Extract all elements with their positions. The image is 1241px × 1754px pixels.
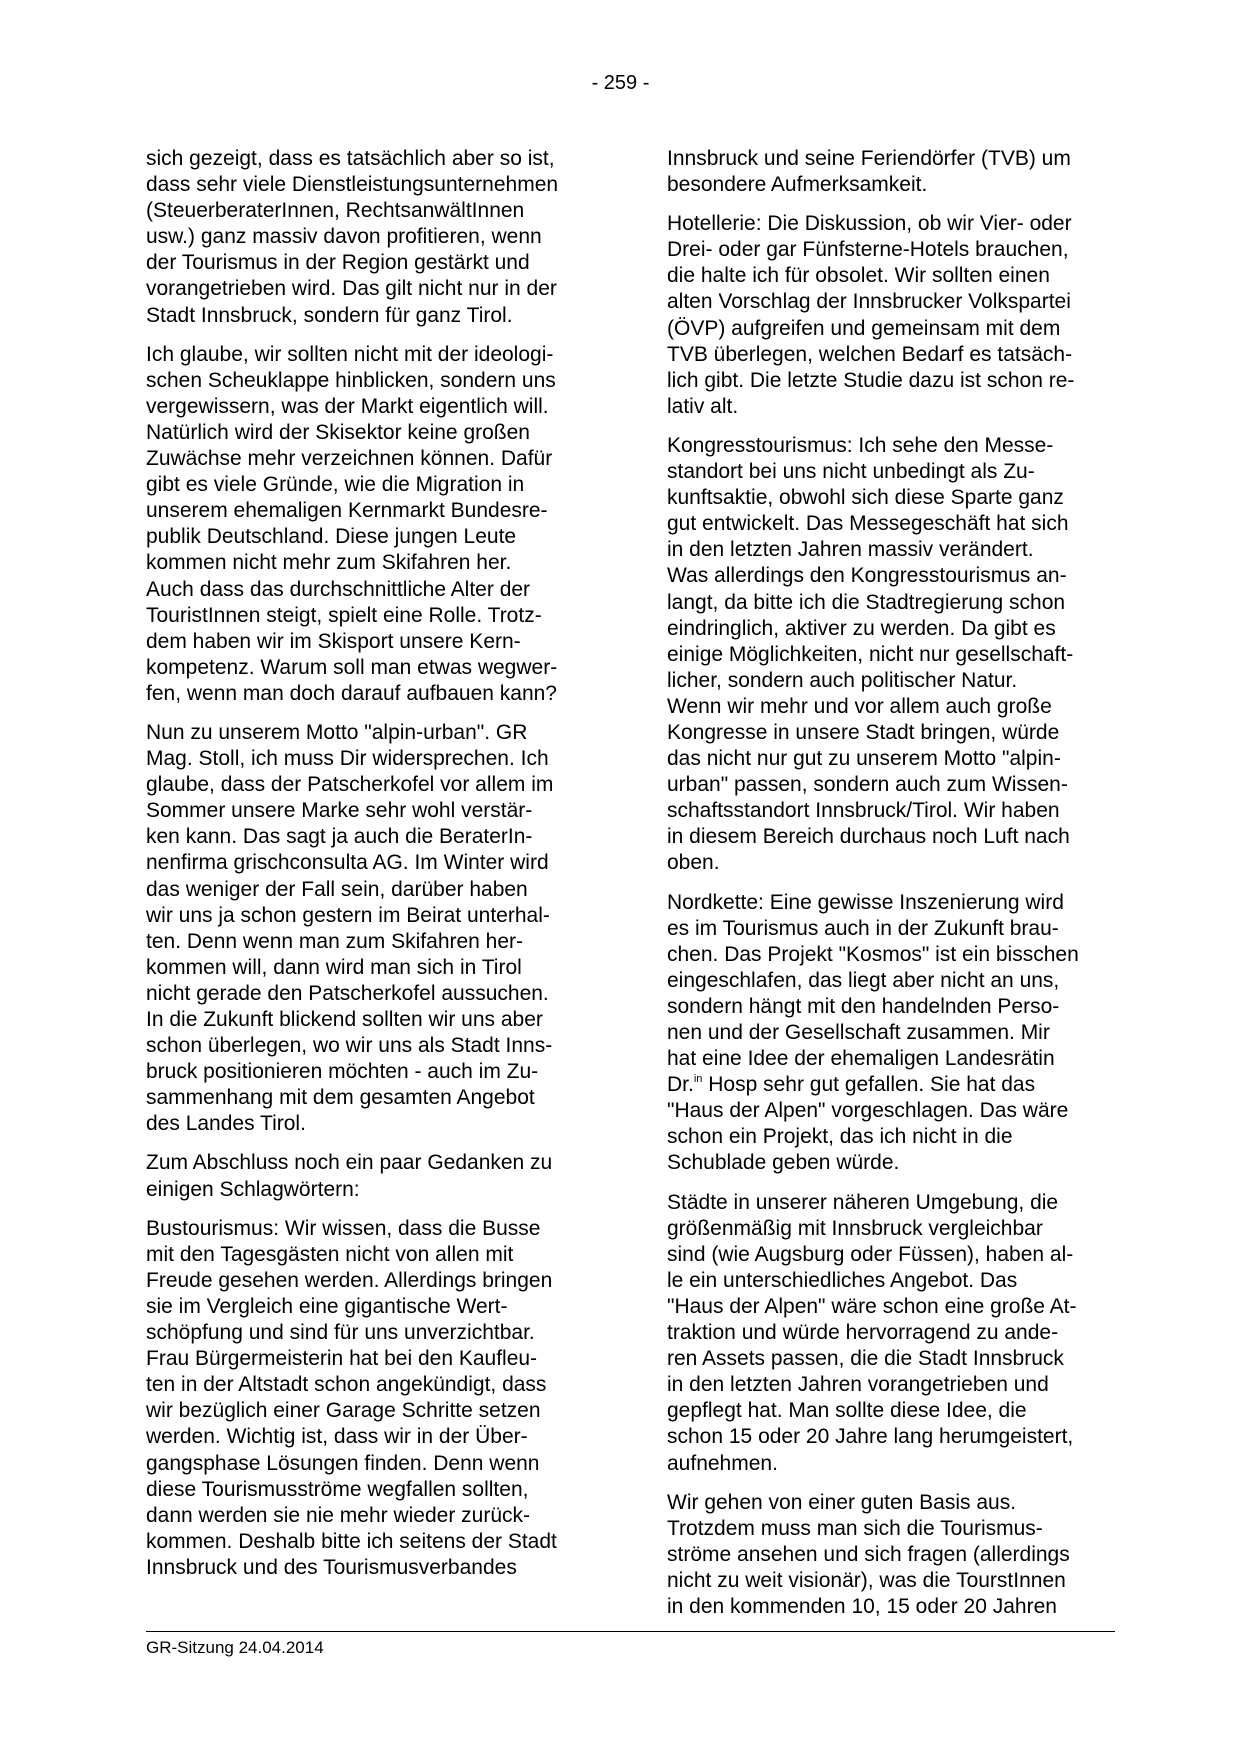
paragraph: Nun zu unserem Motto "alpin-urban". GR Mag. Stoll, ich muss Dir widersprechen. Ich glaube, dass der Patscherkofel vor allem im Sommer unsere Marke sehr wohl verstär- ken kann. Das sagt ja auch die BeraterIn- nenfirma grischconsulta AG. Im Winter wird das weniger der Fall sein, darüber haben wir uns ja schon gestern im Beirat unterhal- ten. Denn wenn man zum Skifahren her- kommen will, dann wird man sich in Tirol nicht gerade den Patscherkofel aussuchen. In die Zukunft blickend sollten wir uns aber schon überlegen, wo wir uns als Stadt Inns- bruck positionieren möchten - auch im Zu- sammenhang mit dem gesamten Angebot des Landes Tirol.	[146, 720, 554, 1136]
paragraph: Hotellerie: Die Diskussion, ob wir Vier- oder Drei- oder gar Fünfsterne-Hotels brauchen, die halte ich für obsolet. Wir sollten einen alten Vorschlag der Innsbrucker Volkspartei (ÖVP) aufgreifen und gemeinsam mit dem TVB überlegen, welchen Bedarf es tatsäch- lich gibt. Die letzte Studie dazu ist schon re- lativ alt.	[667, 212, 1075, 418]
right-column	[667, 146, 1115, 1633]
paragraph-text: Hosp sehr gut gefallen. Sie hat das "Haus der Alpen" vorgeschlagen. Das wäre schon ein Projekt, das ich nicht in die Schublade geben würde.	[667, 1073, 1069, 1175]
paragraph: Kongresstourismus: Ich sehe den Messe- standort bei uns nicht unbedingt als Zu- kunftsaktie, obwohl sich diese Sparte ganz gut entwickelt. Das Messegeschäft hat sich in den letzten Jahren massiv verändert. Was allerdings den Kongresstourismus an- langt, da bitte ich die Stadtregierung schon eindringlich, aktiver zu werden. Da gibt es einige Möglichkeiten, nicht nur gesellschaft- licher, sondern auch politischer Natur. Wenn wir mehr und vor allem auch große Kongresse in unsere Stadt bringen, würde das nicht nur gut zu unserem Motto "alpin- urban" passen, sondern auch zum Wissen- schaftsstandort Innsbruck/Tirol. Wir haben in diesem Bereich durchaus noch Luft nach oben.	[667, 433, 1074, 875]
paragraph: Zum Abschluss noch ein paar Gedanken zu einigen Schlagwörtern:	[146, 1151, 553, 1201]
paragraph: Innsbruck und seine Feriendörfer (TVB) um besondere Aufmerksamkeit.	[667, 147, 1071, 197]
paragraph: Ich glaube, wir sollten nicht mit der ideologi- schen Scheuklappe hinblicken, sondern uns vergewissern, was der Markt eigentlich will. Natürlich wird der Skisektor keine großen Zuwächse mehr verzeichnen können. Dafür gibt es viele Gründe, wie die Migration in unserem ehemaligen Kernmarkt Bundesre- publik Deutschland. Diese jungen Leute kommen nicht mehr zum Skifahren her. Auch dass das durchschnittliche Alter der TouristInnen steigt, spielt eine Rolle. Trotz- dem haben wir im Skisport unsere Kern- kompetenz. Warum soll man etwas wegwer- fen, wenn man doch darauf aufbauen kann?	[146, 342, 558, 705]
paragraph: Städte in unserer näheren Umgebung, die größenmäßig mit Innsbruck vergleichbar sind (wie Augsburg oder Füssen), haben al- le ein unterschiedliches Angebot. Das "Haus der Alpen" wäre schon eine große At- traktion und würde hervorragend zu ande- ren Assets passen, die die Stadt Innsbruck in den letzten Jahren vorangetrieben und gepflegt hat. Man sollte diese Idee, die schon 15 oder 20 Jahre lang herumgeistert, aufnehmen.	[667, 1190, 1077, 1475]
left-column	[146, 146, 594, 1594]
paragraph: Wir gehen von einer guten Basis aus. Trotzdem muss man sich die Tourismus- ströme ansehen und sich fragen (allerdings nicht zu weit visionär), was die TourstInnen in den kommenden 10, 15 oder 20 Jahren	[667, 1490, 1070, 1618]
paragraph-nordkette	[667, 890, 1115, 1177]
superscript: in	[693, 1073, 703, 1086]
paragraph: Bustourismus: Wir wissen, dass die Busse mit den Tagesgästen nicht von allen mit Freude gesehen werden. Allerdings bringen sie im Vergleich eine gigantische Wert- schöpfung und sind für uns unverzichtbar. Frau Bürgermeisterin hat bei den Kaufleu- ten in der Altstadt schon angekündigt, dass wir bezüglich einer Garage Schritte setzen werden. Wichtig ist, dass wir in der Über- gangsphase Lösungen finden. Denn wenn diese Tourismusströme wegfallen sollten, dann werden sie nie mehr wieder zurück- kommen. Deshalb bitte ich seitens der Stadt Innsbruck und des Tourismusverbandes	[146, 1216, 557, 1579]
page-number: - 259 -	[591, 72, 650, 94]
footer-divider	[146, 1631, 1115, 1632]
footer-session-date: GR-Sitzung 24.04.2014	[146, 1638, 324, 1657]
paragraph: sich gezeigt, dass es tatsächlich aber so ist, dass sehr viele Dienstleistungsunternehmen (SteuerberaterInnen, RechtsanwältInnen usw.) ganz massiv davon profitieren, wenn der Tourismus in der Region gestärkt und vorangetrieben wird. Das gilt nicht nur in der Stadt Innsbruck, sondern für ganz Tirol.	[146, 147, 559, 327]
paragraph-text: Nordkette: Eine gewisse Inszenierung wird es im Tourismus auch in der Zukunft brau- chen. Das Projekt "Kosmos" ist ein bisschen eingeschlafen, das liegt aber nicht an uns, sondern hängt mit den handelnden Perso- nen und der Gesellschaft zusammen. Mir hat eine Idee der ehemaligen Landesrätin Dr.	[667, 890, 1079, 1097]
